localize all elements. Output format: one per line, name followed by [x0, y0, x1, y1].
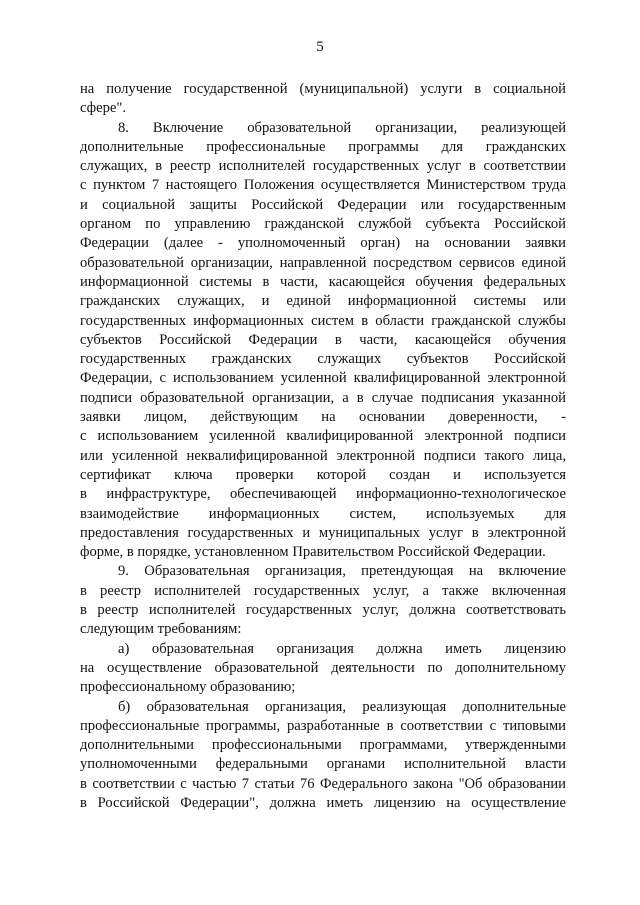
text-line: государственных информационных систем в области гражданской службы	[80, 312, 566, 329]
text-line: государственных гражданских служащих субъектов Российской	[80, 351, 566, 368]
text-line: на осуществление образовательной деятельности по дополнительному	[80, 659, 566, 676]
text-line: уполномоченными федеральными органами исполнительной власти	[80, 756, 566, 773]
text-line: и социальной защиты Российской Федерации или государственным	[80, 196, 566, 213]
text-line: в реестр исполнителей государственных услуг, должна соответствовать	[80, 602, 566, 619]
text-line: б) образовательная организация, реализующая дополнительные	[118, 698, 566, 715]
text-line: образовательной организации, направленной посредством сервисов единой	[80, 254, 566, 271]
text-line: в инфраструктуре, обеспечивающей информационно-технологическое	[80, 486, 566, 503]
text-line: профессиональные программы, разработанные в соответствии с типовыми	[80, 717, 566, 734]
text-line: профессиональному образованию;	[80, 679, 296, 696]
text-line: в Российской Федерации", должна иметь лицензию на осуществление	[80, 794, 566, 811]
text-line: в реестр исполнителей государственных услуг, а также включенная	[80, 582, 566, 599]
text-line: подписи образовательной организации, а в случае подписания указанной	[80, 389, 566, 406]
text-line: сфере".	[80, 100, 126, 117]
text-line: сертификат ключа проверки которой создан и используется	[80, 466, 566, 483]
text-line: форме, в порядке, установленном Правительством Российской Федерации.	[80, 544, 546, 561]
text-line: в соответствии с частью 7 статьи 76 Федерального закона "Об образовании	[80, 775, 566, 792]
text-line: гражданских служащих, и единой информационной системы или	[80, 293, 566, 310]
text-line: или усиленной неквалифицированной электронной подписи такого лица,	[80, 447, 566, 464]
text-line: с пунктом 7 настоящего Положения осуществляется Министерством труда	[80, 177, 566, 194]
text-line: Федерации (далее - уполномоченный орган) на основании заявки	[80, 235, 566, 252]
text-line: Федерации, с использованием усиленной квалифицированной электронной	[80, 370, 566, 387]
page-number: 5	[316, 39, 324, 55]
text-line: информационной системы в части, касающейся обучения федеральных	[80, 273, 566, 290]
text-line: с использованием усиленной квалифицированной электронной подписи	[80, 428, 566, 445]
text-line: 9. Образовательная организация, претендующая на включение	[118, 563, 566, 580]
text-line: а) образовательная организация должна иметь лицензию	[118, 640, 566, 657]
text-line: следующим требованиям:	[80, 621, 242, 638]
text-line: дополнительные профессиональные программы для гражданских	[80, 138, 566, 155]
text-line: органом по управлению гражданской службой субъекта Российской	[80, 216, 566, 233]
document-body	[80, 80, 566, 813]
text-line: взаимодействие информационных систем, используемых для	[80, 505, 566, 522]
text-line: на получение государственной (муниципальной) услуги в социальной	[80, 81, 566, 97]
text-line: заявки лицом, действующим на основании доверенности, -	[80, 409, 566, 426]
text-line: предоставления государственных и муниципальных услуг в электронной	[80, 524, 566, 541]
text-line: 8. Включение образовательной организации, реализующей	[118, 119, 566, 136]
text-line: служащих, в реестр исполнителей государственных услуг в соответствии	[80, 158, 566, 175]
text-line: субъектов Российской Федерации в части, касающейся обучения	[80, 331, 566, 348]
text-line: дополнительными профессиональными программами, утвержденными	[80, 737, 566, 754]
